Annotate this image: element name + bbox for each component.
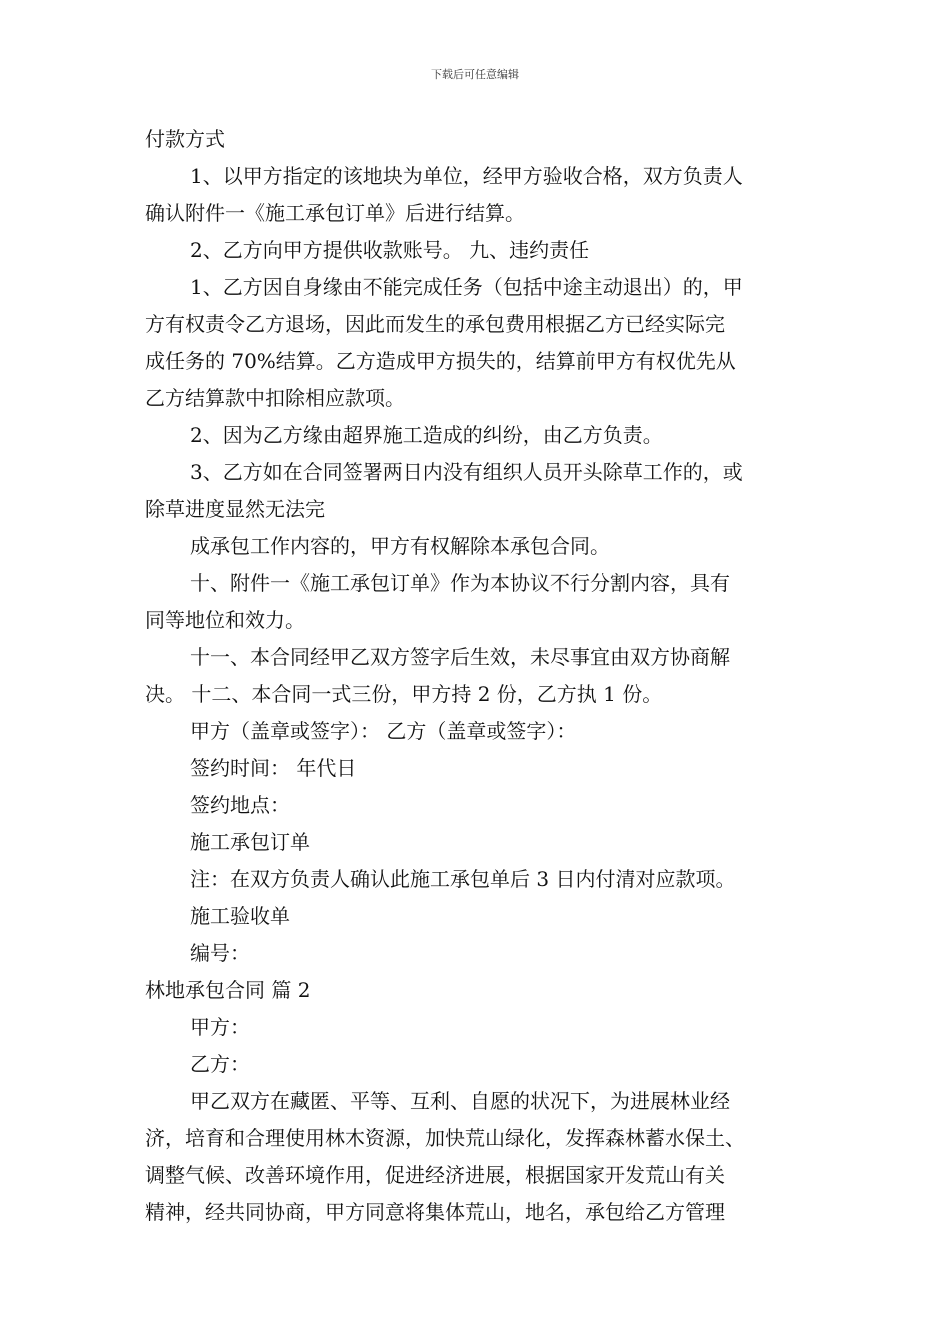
paragraph-line: 编号： (190, 941, 250, 965)
document-body (145, 121, 815, 1231)
paragraph-line: 3、乙方如在合同签署两日内没有组织人员开头除草工作的，或 (190, 460, 743, 484)
paragraph-line: 精神，经共同协商，甲方同意将集体荒山，地名，承包给乙方管理 (145, 1200, 725, 1224)
paragraph-line: 甲方（盖章或签字）： 乙方（盖章或签字）： (190, 719, 577, 743)
paragraph-line: 除草进度显然无法完 (145, 497, 325, 521)
paragraph-line: 乙方结算款中扣除相应款项。 (145, 386, 405, 410)
paragraph-line: 济，培育和合理使用林木资源，加快荒山绿化，发挥森林蓄水保土、 (145, 1126, 745, 1150)
paragraph-line: 签约地点： (190, 793, 290, 817)
paragraph-line: 甲乙双方在藏匿、平等、互利、自愿的状况下，为进展林业经 (190, 1089, 730, 1113)
page-header: 下载后可任意编辑 (431, 68, 519, 81)
paragraph-line: 注：在双方负责人确认此施工承包单后 3 日内付清对应款项。 (190, 867, 736, 891)
paragraph-line: 2、乙方向甲方提供收款账号。 九、违约责任 (190, 238, 590, 262)
paragraph-line: 十、附件一《施工承包订单》作为本协议不行分割内容，具有 (190, 571, 730, 595)
paragraph-line: 施工验收单 (190, 904, 290, 928)
paragraph-line: 签约时间： 年代日 (190, 756, 357, 780)
paragraph-line: 决。 十二、本合同一式三份，甲方持 2 份，乙方执 1 份。 (145, 682, 663, 706)
paragraph-line: 施工承包订单 (190, 830, 310, 854)
paragraph-line: 方有权责令乙方退场，因此而发生的承包费用根据乙方已经实际完 (145, 312, 725, 336)
paragraph-line: 甲方： (190, 1015, 250, 1039)
paragraph-line: 林地承包合同 篇 2 (145, 978, 311, 1002)
paragraph-line: 2、因为乙方缘由超界施工造成的纠纷，由乙方负责。 (190, 423, 663, 447)
paragraph-line: 十一、本合同经甲乙双方签字后生效，未尽事宜由双方协商解 (190, 645, 730, 669)
paragraph-line: 成任务的 70%结算。乙方造成甲方损失的，结算前甲方有权优先从 (145, 349, 736, 373)
paragraph-line: 1、乙方因自身缘由不能完成任务（包括中途主动退出）的，甲 (190, 275, 743, 299)
paragraph-line: 付款方式 (145, 127, 225, 151)
paragraph-line: 确认附件一《施工承包订单》后进行结算。 (145, 201, 525, 225)
paragraph-line: 成承包工作内容的，甲方有权解除本承包合同。 (190, 534, 610, 558)
paragraph-line: 调整气候、改善环境作用，促进经济进展，根据国家开发荒山有关 (145, 1163, 725, 1187)
paragraph-line: 1、以甲方指定的该地块为单位，经甲方验收合格，双方负责人 (190, 164, 743, 188)
paragraph-line: 同等地位和效力。 (145, 608, 305, 632)
paragraph-line: 乙方： (190, 1052, 250, 1076)
